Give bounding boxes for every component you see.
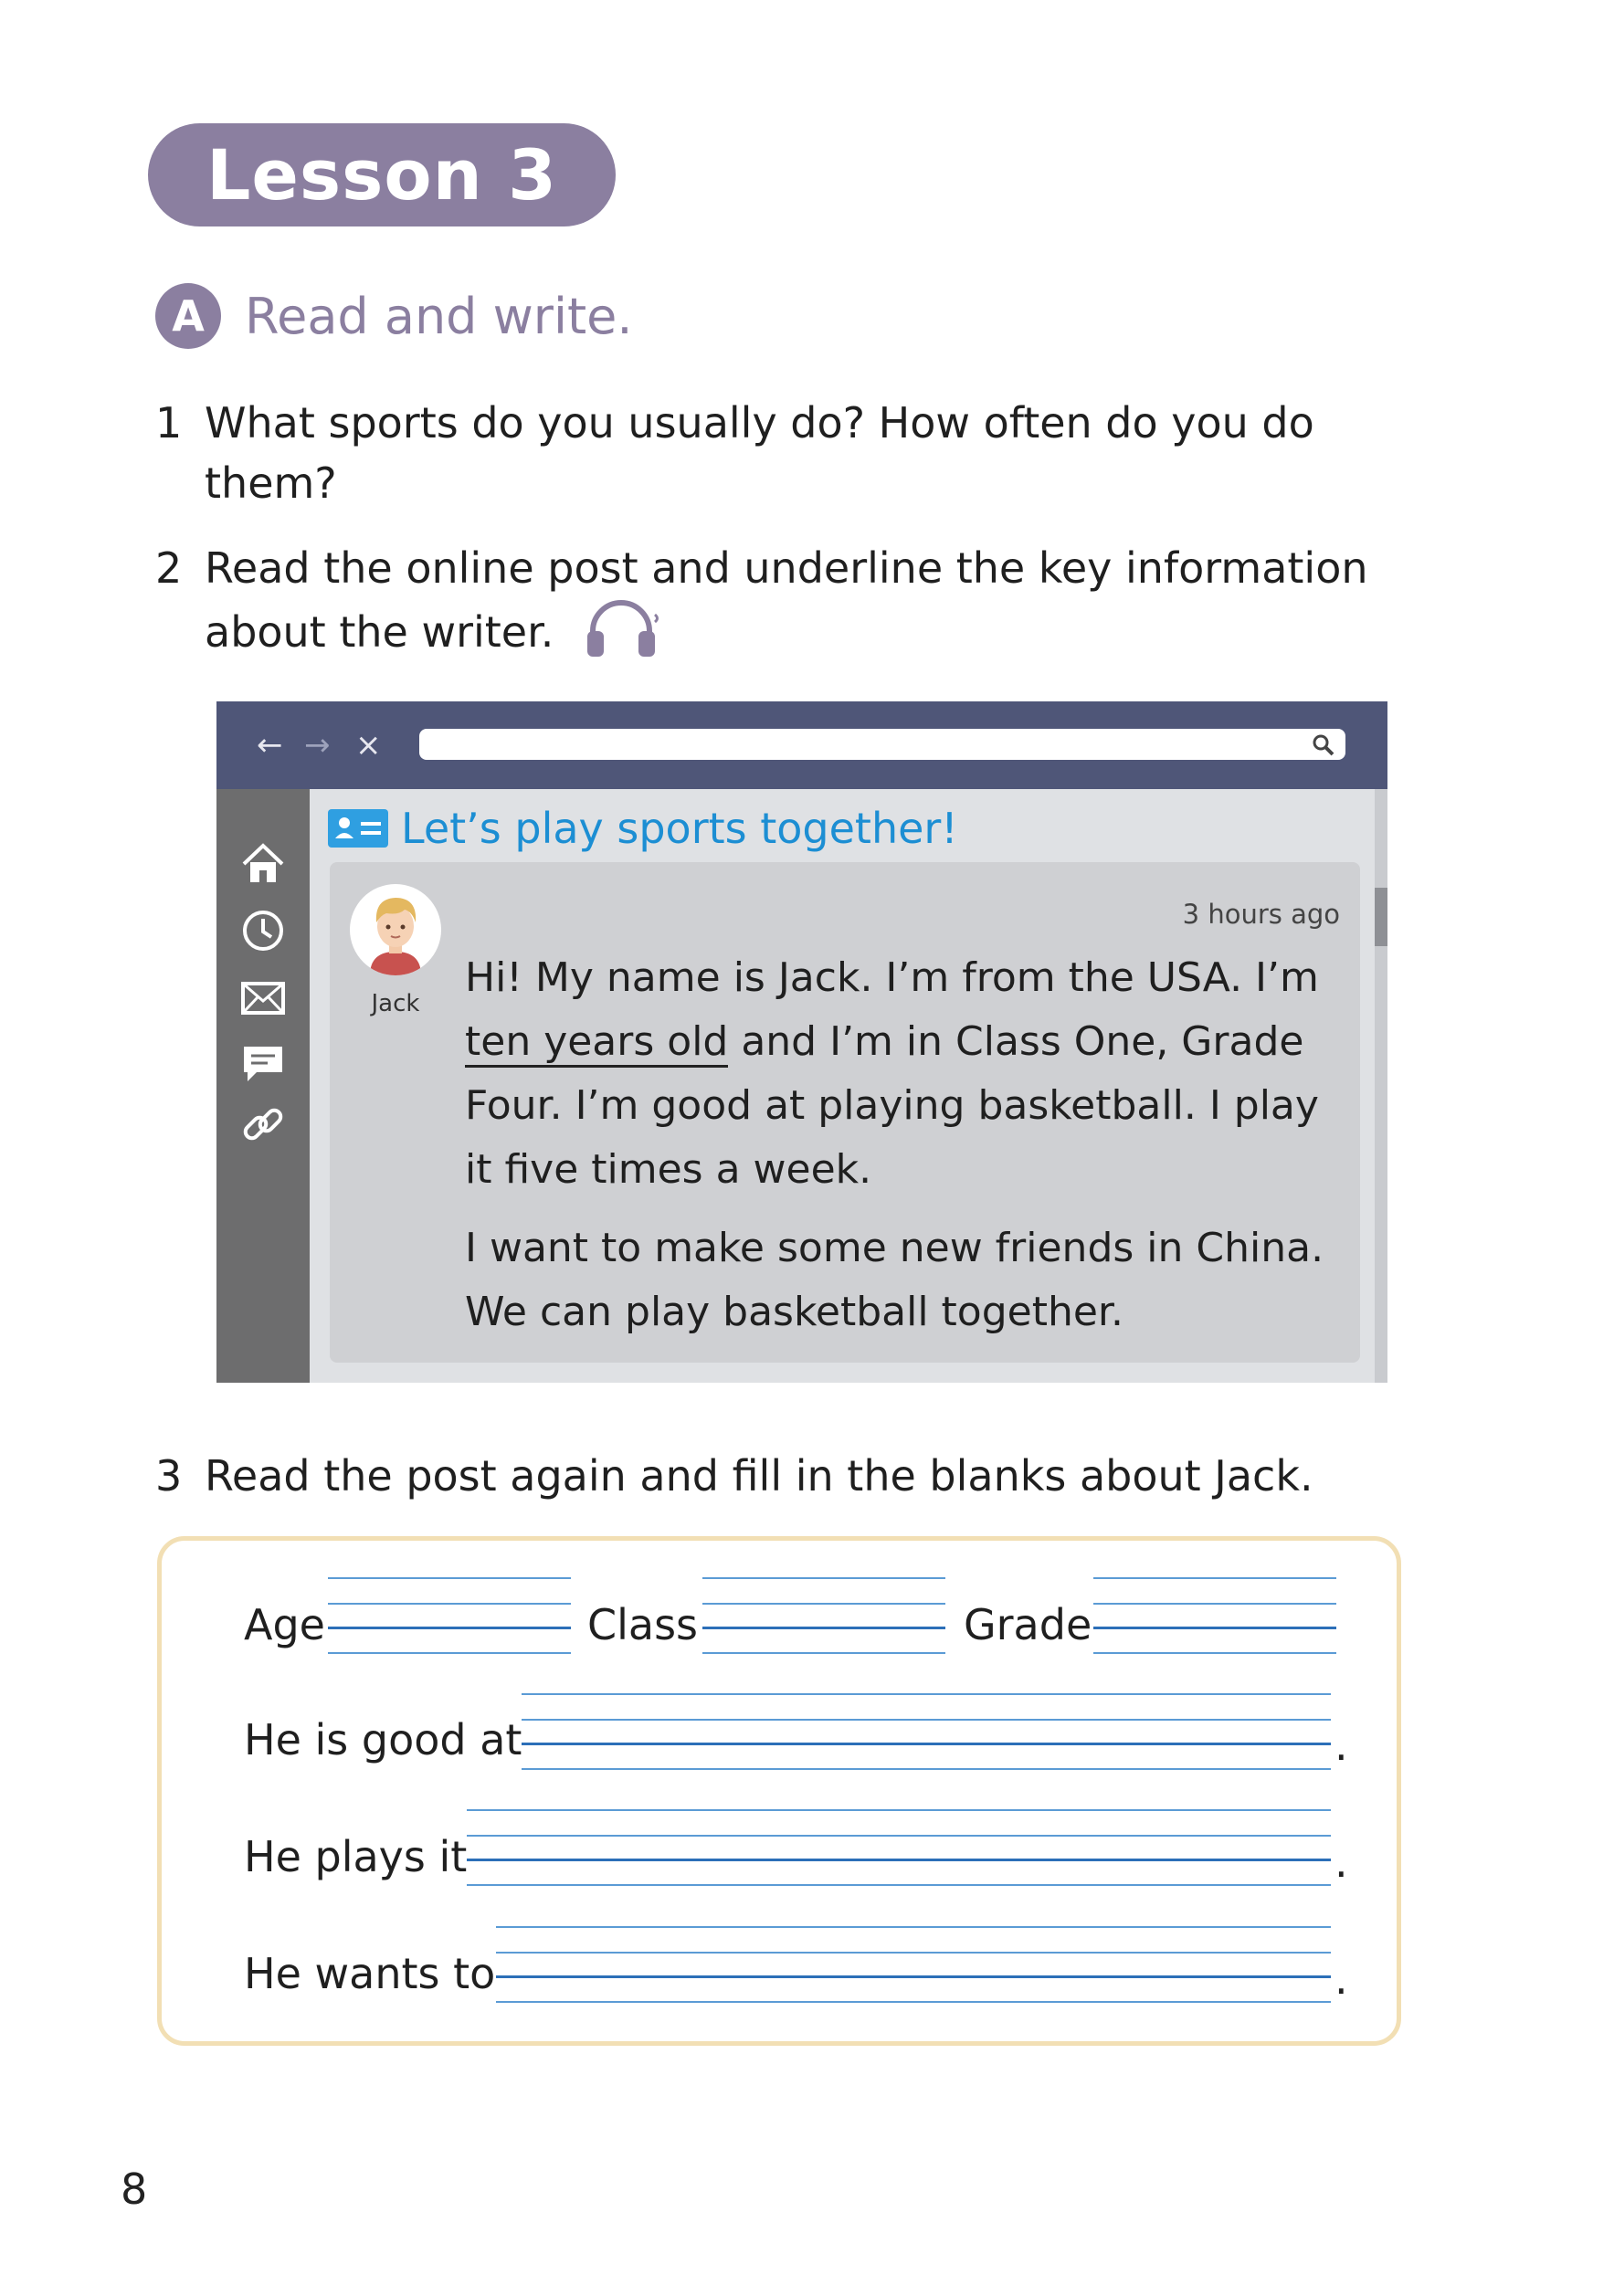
question-number: 2 — [155, 543, 183, 593]
question-text: What sports do you usually do? How often do you do them? — [205, 398, 1314, 508]
grade-blank[interactable] — [1093, 1577, 1336, 1654]
browser-sidebar — [216, 789, 310, 1383]
plays-label: He plays it — [244, 1832, 468, 1881]
scrollbar[interactable] — [1375, 789, 1387, 1383]
chat-icon[interactable] — [240, 1041, 286, 1087]
question-3 — [155, 1446, 1434, 1510]
headphones-icon[interactable] — [582, 598, 660, 672]
post-card — [330, 862, 1360, 1363]
link-icon[interactable] — [240, 1101, 286, 1147]
period: . — [1334, 1838, 1348, 1887]
post-author: Jack — [371, 990, 420, 1017]
question-number: 1 — [155, 398, 183, 448]
post-body — [465, 946, 1342, 1344]
browser-toolbar — [216, 701, 1387, 789]
post-header — [328, 804, 958, 853]
search-icon[interactable] — [1311, 733, 1334, 761]
grade-label: Grade — [964, 1600, 1092, 1649]
post-paragraph-1: Hi! My name is Jack. I’m from the USA. I’m ten years old and I’m in Class One, Grade Four. I’m good at playing basketball. I play it five times a week. — [465, 954, 1319, 1193]
age-label: Age — [244, 1600, 325, 1649]
fill-in-box — [157, 1536, 1401, 2046]
good-at-label: He is good at — [244, 1715, 522, 1764]
question-2 — [155, 538, 1434, 666]
post-paragraph-2: I want to make some new friends in China. We can play basketball together. — [465, 1225, 1324, 1335]
scrollbar-thumb[interactable] — [1375, 888, 1387, 946]
section-title: Read and write. — [245, 287, 633, 345]
wants-blank[interactable] — [496, 1926, 1331, 2003]
age-blank[interactable] — [328, 1577, 571, 1654]
browser-window — [216, 701, 1387, 1383]
section-letter-badge: A — [155, 283, 221, 349]
lesson-title: Lesson 3 — [148, 123, 616, 226]
good-at-blank[interactable] — [522, 1693, 1331, 1770]
wants-label: He wants to — [244, 1949, 496, 1998]
avatar[interactable] — [350, 884, 441, 975]
period: . — [1334, 1721, 1348, 1770]
close-tab-button[interactable]: × — [355, 727, 382, 764]
question-number: 3 — [155, 1451, 183, 1501]
address-bar[interactable] — [419, 729, 1345, 760]
period: . — [1334, 1954, 1348, 2004]
mail-icon[interactable] — [240, 975, 286, 1021]
forward-button[interactable]: → — [304, 727, 331, 764]
class-label: Class — [587, 1600, 699, 1649]
question-text: Read the online post and underline the key information about the writer. — [205, 543, 1368, 657]
plays-blank[interactable] — [467, 1809, 1331, 1886]
home-icon[interactable] — [240, 840, 286, 886]
post-title: Let’s play sports together! — [401, 804, 958, 853]
back-button[interactable]: ← — [257, 727, 283, 764]
class-blank[interactable] — [702, 1577, 945, 1654]
question-text: Read the post again and fill in the blanks about Jack. — [205, 1451, 1313, 1501]
question-1 — [155, 393, 1434, 521]
section-header — [155, 283, 633, 349]
underlined-key-info: ten years old — [465, 1018, 728, 1068]
page-number: 8 — [121, 2164, 148, 2214]
post-timestamp: 3 hours ago — [1182, 899, 1340, 930]
profile-card-icon — [328, 809, 388, 848]
clock-icon[interactable] — [240, 908, 286, 953]
